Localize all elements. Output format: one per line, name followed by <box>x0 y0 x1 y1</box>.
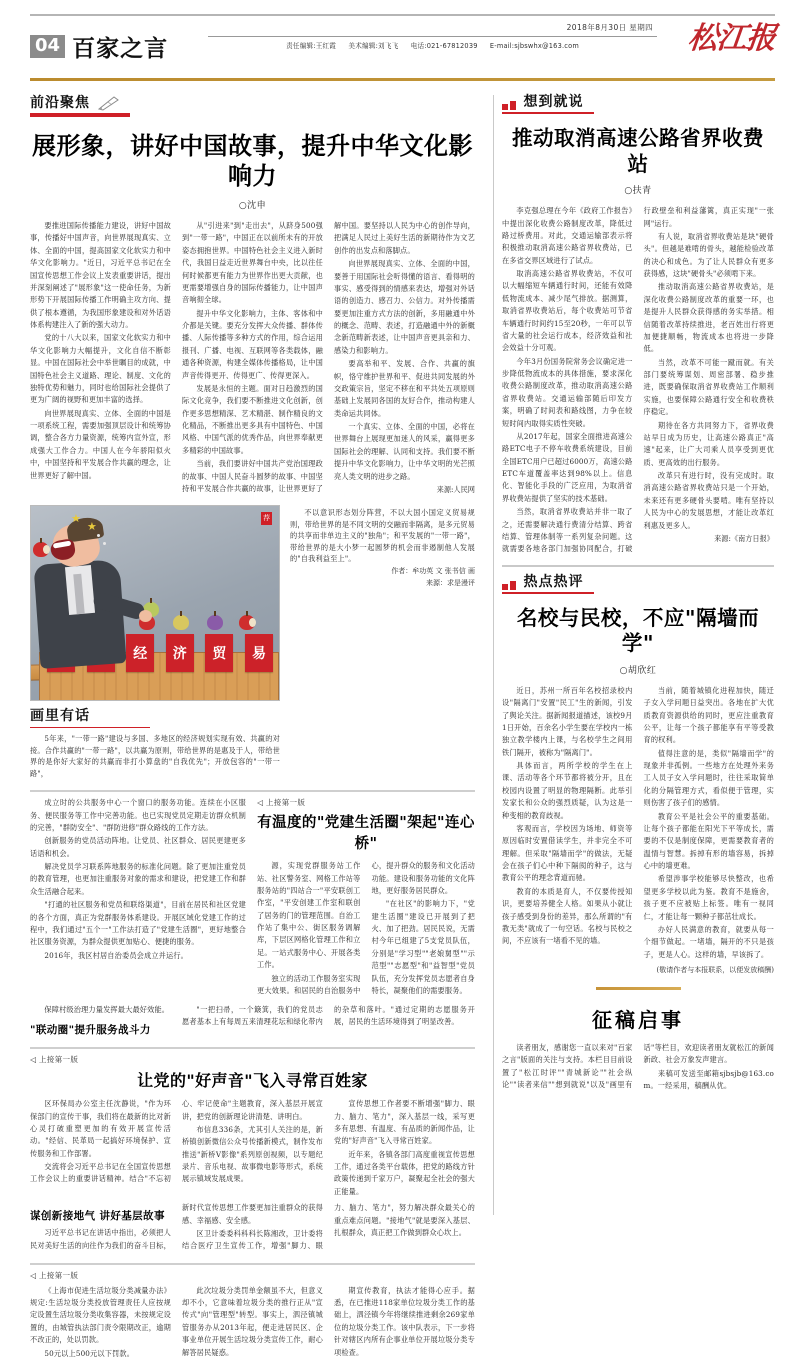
paragraph: 提升中华文化影响力，主体、客体和中介都是关键。要充分发挥大众传播、群体传播、人际传播等多种方式的作用，综合运用报刊、广播、电视、互联网等各类载体，融通各种资源，构建全媒体传播格局，让中国声音传得更开、传得更广、传得更深入。 <box>182 308 323 380</box>
paragraph: "打通的社区服务和党员和联络渠道"，目前在居民和社区党建的各个方面，真正为党群服务体系建设。开展区域化党建工作的过程中，我们通过"五个一"工作法打造了"党建生活圈"，更好地整合社区服务资源，为群众提供更加贴心、便捷的服务。 <box>30 900 246 947</box>
submission-title: 征稿启事 <box>592 1008 684 1033</box>
paragraph: 今年3月份国务院常务会议确定进一步降低物流成本的具体措施，要求深化收费公路制度改革，推动取消高速公路省界收费站。交通运输部随后印发方案，明确了时间表和路线图，力争在较短时间内取得实质性突破。 <box>502 356 633 428</box>
article4-headline: 让党的"好声音"飞入寻常百姓家 <box>137 1071 368 1091</box>
paragraph: 习近平总书记在讲话中指出，必须把人民对美好生活的向往作为我们的奋斗目标，新时代宣传思想工作要更加注重群众的获得感、幸福感、安全感。 <box>30 1203 323 1250</box>
editor-art: 美术编辑:刘飞飞 <box>348 42 399 50</box>
paragraph: 近日，苏州一所百年名校招录校内设"隔离门"安置"民工"生的新闻，引发了舆论关注。据新闻报道描述，该校9月1日开始，百余名小学生要在学校内一栋独立教学楼内上课，与名校学生之间用铁门隔开，被称为"隔离门"。 <box>502 685 633 757</box>
apple-icon <box>33 542 49 557</box>
paragraph: 客观而言，学校因为场地、师资等原因临时安置借读学生，并非完全不可理解。但采取"隔墙而学"的做法，无疑会在孩子们心中种下隔阂的种子，这与教育公平的理念背道而驰。 <box>502 823 633 883</box>
paragraph: 发展是永恒的主题。面对日趋激烈的国际文化竞争，我们要不断推进文化创新，创作更多思想精深、艺术精湛、制作精良的文化精品，不断推出更多具有中国特色、中国风格、中国气派的优秀作品，向世界奉献更多精彩的中国故事。 <box>182 383 323 455</box>
paragraph: 教育公平是社会公平的重要基础。让每个孩子都能在阳光下平等成长，需要的不仅是制度保障，更需要教育者的温情与智慧。拆掉有形的墙容易，拆掉心中的墙更难。 <box>643 811 774 871</box>
paragraph: 来稿可发送至邮箱sjbsjb@163.com。一经采用，稿酬从优。 <box>643 1068 774 1091</box>
cartoon-credit-source: 来源：求是漫评 <box>426 578 475 587</box>
paragraph: 解决党员学习联系阵地服务的标准化问题。除了更加注重党员的教育管理，也更加注重服务对象的需求和建设，把党建工作和群众生活融合起来。 <box>30 862 246 896</box>
article3-subhead: "联动圈"提升服务战斗力 <box>30 1024 151 1037</box>
paragraph: 向世界展现真实、立体、全面的中国是一项系统工程，需要加强顶层设计和统筹协调，整合各方力量资源，统筹内宣外宣，形成强大工作合力。中国人在今年骄阳似火中，中国坚持和平发展合作共赢的理念，让世界更好了解中国。 <box>30 408 171 480</box>
section1-source: 来源:《南方日报》 <box>714 533 774 543</box>
paragraph: 有人说，取消省界收费站是块"硬骨头"。但越是难啃的骨头，越能检验改革的决心和成色。为了让人民群众有更多获得感，这块"硬骨头"必须啃下来。 <box>643 231 774 279</box>
section-underline <box>502 112 594 114</box>
continued-left <box>30 797 246 998</box>
paragraph: 要高举和平、发展、合作、共赢的旗帜，恪守维护世界和平、促进共同发展的外交政策宗旨，坚定不移在和平共处五项原则基础上发展同各国的友好合作，推动构建人类命运共同体。 <box>334 359 475 418</box>
continued-right <box>257 797 475 998</box>
cartoon-wrapper <box>30 505 280 780</box>
paragraph: 改革只有进行时，没有完成时。取消高速公路省界收费站只是一个开始，未来还有更多硬骨头要啃。唯有坚持以人民为中心的发展思想，才能让改革红利惠及更多人。 <box>643 471 774 530</box>
apple-icon <box>173 615 189 630</box>
paragraph: 从2017年起，国家全面推进高速公路ETC电子不停车收费系统建设，目前全国ETC用户已超过6000万，高速公路ETC车道覆盖率达到98%以上。信息化、智能化手段的广泛应用，为取消省界收费站提供了坚实的技术基础。 <box>502 431 633 503</box>
recommend-stamp: 荐 <box>261 512 272 525</box>
paragraph: 期待在各方共同努力下，省界收费站早日成为历史，让高速公路真正"高速"起来，让广大司乘人员享受到更优质、更高效的出行服务。 <box>643 420 774 467</box>
cartoon-caption-cont: 不以意识形态划分阵营，不以大国小国定义贸易规则，带给世界的是不同文明的交融而非隔离，是多元贸易的共享而非单边主义的"独角"；和平发展的"一带一路"，带给世界的是大小梦一起圆梦的机会而非遏制他人发展的"自我利益至上"。 <box>290 508 475 564</box>
squares-icon <box>502 101 516 110</box>
cartoon-side-text <box>290 505 475 780</box>
section-underline <box>502 592 594 594</box>
paper-name: 松江报 <box>686 21 777 56</box>
article2-body <box>257 860 475 998</box>
divider <box>30 790 475 792</box>
continued-block-1 <box>30 797 475 998</box>
masthead-gold-rule <box>30 78 775 81</box>
section2-headline: 名校与民校，不应"隔墙而学" <box>516 605 760 656</box>
article2-headline: 有温度的"党建生活圈"架起"连心桥" <box>257 814 475 853</box>
gold-divider <box>596 987 681 990</box>
main-byline: ○沈申 <box>238 201 267 211</box>
divider <box>30 1263 475 1265</box>
contact-phone: 电话:021-67812039 <box>410 42 478 50</box>
paragraph: 2016年，我区村居自治委员会成立并运行。 <box>44 950 189 960</box>
section-header-opinion <box>502 95 774 110</box>
pen-icon <box>96 95 122 111</box>
page-identifier <box>30 22 168 63</box>
right-column <box>502 95 774 1215</box>
page-number: 04 <box>30 35 65 58</box>
star-icon: ★ <box>87 520 97 534</box>
section2-body <box>502 685 774 961</box>
masthead-divider <box>208 36 657 37</box>
paragraph: 创新服务的党员活动阵地。让党员、社区群众、居民更建更多话语和机会。 <box>30 836 246 858</box>
editor-credits <box>208 40 657 50</box>
paragraph: 当前，我们要讲好中国共产党治国理政的故事、中国人民奋斗圆梦的故事、中国坚持和平发展合作共赢的故事，让世界更好了解中国。要坚持以人民为中心的创作导向，把满足人民过上美好生活的新期待作为文艺创作的出发点和落脚点。 <box>182 221 475 493</box>
paragraph: 区环保局办公室主任沈静说，"作为环保部门的宣传干事，我们将在最新的比对新心灵打破重塑更加的有效开展宣传活动。"经信、民革局一起搞好环境保护、宣传服务和工作部署。 <box>30 1099 171 1158</box>
article5-subhead: 谋创新接地气 讲好基层故事 <box>30 1210 165 1223</box>
article4-body <box>30 1098 475 1198</box>
apple-icon <box>239 615 255 630</box>
dizzy-dot <box>103 542 106 545</box>
cartoon-caption: 5年来，"一带一路"建设与多国、多地区的经济规划实现有效、共赢的对接。合作共赢的"一带一路"，以共赢为原则，带给世界的是惠及于人，带给世界的是你好大家好的共赢而非打小算盘的"自我优先"；开放包容的"一带一路"， <box>30 734 280 778</box>
paragraph: 保障村级治理力量发挥最大最好效能。 <box>44 1004 170 1014</box>
paragraph: 从"引进来"到"走出去"，从跻身500强到"一带一路"，中国正在以前所未有的开放姿态拥抱世界。中国特色社会主义进入新时代，我国日益走近世界舞台中央，比以往任何时候都更有能力为世界作出更大贡献，也更需要增强自身的国际传播能力，让中国声音响彻全球。 <box>182 221 323 305</box>
paragraph: 要推进国际传播能力建设，讲好中国故事，传播好中国声音，向世界展现真实、立体、全面的中国，提高国家文化软实力和中华文化影响力。"近日，习近平总书记在全国宣传思想工作会议上发表重要讲话，提出并深刻阐述了"展形象"这一使命任务，为新形势下开展国际传播工作明确主攻方向、提供了根本遵循，为我国形象建设和对外话语体系构建注入了新的强大动力。 <box>30 221 171 329</box>
paragraph: 向世界展现真实、立体、全面的中国，要善于用国际社会听得懂的语言、看得明的事实、感受得到的情感来表达，增强对外话语的创造力、感召力、公信力。对外传播需要更加注重方式方法的创新，多用融通中外的概念、范畴、表述，打造融通中外的新概念新范畴新表述，让中国声音更具亲和力、感染力和影响力。 <box>334 259 475 355</box>
paragraph: 教育的本质是育人，不仅要传授知识，更要培养健全人格。如果从小就让孩子感受到身份的差异，那么所谓的"有教无类"就成了一句空话。名校与民校之间，不应该有一堵看不见的墙。 <box>502 886 633 946</box>
paragraph: 党的十八大以来，国家文化软实力和中华文化影响力大幅提升，文化自信不断彰显。中国在国际社会中举世瞩目的成就，中国特色社会主义道路、理论、制度、文化的独特优势和魅力，同时也给国际社会提供了更为广阔的视野和更加丰富的选择。 <box>30 333 171 405</box>
paragraph: 当然，取消省界收费站并非一取了之，还需要解决通行费清分结算、跨省结算、管理体制等一系列复杂问题。这就需要各地各部门加强协同配合，打破行政壁垒和利益藩篱，真正实现"一张网"运行。 <box>502 206 774 554</box>
paragraph: "一把扫帚，一个簸箕，我们的党员志愿者基本上有每周五来清理花坛和绿化带内的杂草和落叶。"通过定期的志愿服务开展，居民的生活环境得到了明显改善。 <box>182 1004 475 1027</box>
paragraph: 近年来，各镇各部门高度重视宣传思想工作，通过各类平台载体，把党的路线方针政策传递到千家万户，凝聚起全社会的强大正能量。 <box>334 1149 475 1196</box>
section-label: 热点热评 <box>523 573 584 590</box>
page-body <box>30 94 775 1358</box>
editor-responsible: 责任编辑:王红霞 <box>286 42 337 50</box>
paragraph: 当前，随着城镇化进程加快，随迁子女入学问题日益突出。各地在扩大优质教育资源供给的同时，更应注重教育公平，让每一个孩子都能享有平等受教育的权利。 <box>643 685 774 745</box>
paper-logo <box>667 22 775 54</box>
banner-char: 经 <box>126 634 154 672</box>
banner-char: 济 <box>166 634 194 672</box>
section-underline <box>30 113 130 117</box>
cartoon-caption-head <box>30 709 280 779</box>
paragraph: 当然，改革不可能一蹴而就。有关部门要统筹谋划、周密部署、稳步推进，既要确保取消省界收费站工作顺利实施，也要保障公路通行安全和收费秩序稳定。 <box>643 357 774 417</box>
paragraph: 交流将会习近平总书记在全国宣传思想工作会议上的重要讲话精神。结合"不忘初心、牢记使命"主题教育，深入基层开展宣讲，把党的创新理论讲清楚、讲明白。 <box>30 1099 323 1184</box>
cartoon-credit-author: 作者：牟功英 文 张书信 画 <box>391 566 475 575</box>
paragraph: 《上海市促进生活垃圾分类减量办法》规定:生活垃圾分类投放管理责任人应按规定设置生活垃圾分类收集容器，未按规定设置的，由城管执法部门责令限期改正，逾期不改正的，处以罚款。 <box>30 1285 171 1345</box>
apple-icon <box>207 615 223 630</box>
paragraph: 源，实现党群服务站工作站、社区警务室、网格工作站等服务站的"四站合一"平安联创工作室，"平安创建工作室和联创了居务的门的管理范围。自治工作站了集中公、街区服务调解库，下层区网格化管理工作和立足。一站式服务中心、开展各类工作。 <box>257 861 361 970</box>
paragraph: "在社区"的影响力下，"党建生活圈"建设已开展到了把火、加了把劲。居民民说，无需村今年已组建了5支党员队伍，分别是"学习型""老娘舅型""示范型""志愿型"和"益智型"党员队伍，充分发挥党员志愿者自身特长，凝聚他们的需要服务。 <box>371 899 475 995</box>
divider <box>502 565 774 567</box>
continued-marker-2: ◁ 上接第一版 <box>30 1055 79 1065</box>
paragraph: 取消高速公路省界收费站，不仅可以大幅缩短车辆通行时间，还能有效降低物流成本、减少尾气排放。据测算，取消省界收费站后，每个收费站可节省车辆通行时间约15至20秒，一年可以节省大量的社会运行成本，经济效益和社会效益十分可观。 <box>502 269 633 353</box>
paragraph: 一个真实、立体、全面的中国，必将在世界舞台上展现更加迷人的风采，赢得更多国际社会的理解、认同和支持。我们要不断提升中华文化影响力，让中华文明的光芒照亮人类文明的进步之路。 <box>334 422 475 481</box>
article6-body <box>30 1285 475 1360</box>
masthead-info <box>168 22 667 50</box>
paragraph: 布信息336条，尤其引人关注的是，新桥镇创新微信公众号传播新模式，制作发布推送"新桥V影像"系列原创视频，以专题纪录片、音乐电视、故事微电影等形式，系统展示镇域发展成果。 <box>182 1124 323 1184</box>
paragraph: 此次垃圾分类罚单金额虽不大，但意义却不小，它意味着垃圾分类的推行正从"宣传式"向"管理型"转型。事实上，泗泾镇城管服务办从2013年起，便走进居民区、企事业单位开展生活垃圾分类宣传工作，耐心解答居民疑惑。 <box>182 1285 323 1357</box>
paragraph: 独立的活动工作服务室实现更大效果。和居民的自治服务中心，提升群众的服务和文化活动功能。建设和服务功能的文化阵地，更好服务居民群众。 <box>257 861 475 995</box>
cartoon-section-label: 画里有话 <box>30 708 90 725</box>
cartoon-underline <box>30 727 150 729</box>
issue-date: 2018年8月30日 星期四 <box>566 23 653 32</box>
article3-body <box>30 1004 475 1037</box>
article-source: 来源:人民网 <box>436 484 475 494</box>
left-column <box>30 94 485 1358</box>
paragraph: 50元以上500元以下罚款。 <box>44 1348 135 1358</box>
section1-byline: ○扶青 <box>624 186 652 197</box>
section-header-hotreview <box>502 575 774 590</box>
editorial-cartoon <box>30 505 280 701</box>
section2-note: (敬请作者与本报联系，以便发放稿酬) <box>656 966 774 975</box>
continued-marker: ◁ 上接第一版 <box>257 798 306 808</box>
contact-email: E-mail:sjbswhx@163.com <box>489 42 579 50</box>
paragraph: 期宣传教育，执法才能得心应手。据悉，在已推进118家单位垃圾分类工作的基础上，泗泾镇今年将继续推进剩余269家单位的垃圾分类工作。该中队表示，下一步将针对辖区内所有企事业单位开展垃圾分类专项检查。 <box>334 1285 475 1357</box>
paragraph: 李克强总理在今年《政府工作报告》中提出深化收费公路制度改革，降低过路过桥费用。对此，交通运输部表示将积极推动取消高速公路省界收费站，已在多省交界区域进行了试点。 <box>502 206 633 265</box>
continued-marker-3: ◁ 上接第一版 <box>30 1270 79 1280</box>
main-headline: 展形象，讲好中国故事，提升中华文化影响力 <box>32 131 473 190</box>
banner-char: 贸 <box>205 634 233 672</box>
paragraph: 成立时的公共服务中心一个窗口的服务功能。连续在小区服务、便民服务等工作中完善功能。也已实现党员定期走访群众机制的完善，"群防安全"、"群防进修"群众路线的工作方法。 <box>30 798 246 832</box>
paragraph: 读者朋友，感谢您一直以来对"百家之言"版面的关注与支持。本栏目目前设置了"松江时评""青城新论""社会纵论""读者来信""想到就说"以及"画里有话"等栏目，欢迎读者朋友就松江的新闻新政、社会万象发声建言。 <box>502 1043 774 1090</box>
cartoon-block <box>30 505 475 780</box>
star-icon: ★ <box>71 512 81 526</box>
submission-body <box>502 1042 774 1093</box>
column-divider <box>493 95 494 1215</box>
paragraph: 区卫计委委科科科长陈湘改，卫计委将结合医疗卫生宣传工作，增强"脚力、眼力、脑力、笔力"，努力解决群众最关心的重点难点问题。"接地气"就是要深入基层、扎根群众，真正把工作做到群众心坎上。 <box>182 1203 475 1251</box>
section2-byline: ○胡欣红 <box>619 665 657 676</box>
divider <box>30 1047 475 1049</box>
paragraph: 推动取消高速公路省界收费站，是深化收费公路制度改革的重要一环，也是提升人民群众获得感的务实举措。相信随着改革持续推进，老百姓出行将更加便捷顺畅，物流成本也将进一步降低。 <box>643 282 774 354</box>
section-title: 百家之言 <box>72 35 169 62</box>
paragraph: 希望涉事学校能够尽快整改，也希望更多学校以此为鉴。教育不是施舍，孩子更不应被贴上标签。唯有一视同仁，才能让每一颗种子都茁壮成长。 <box>643 874 774 921</box>
section-label: 想到就说 <box>523 94 584 110</box>
section-header-cartoon <box>30 709 280 724</box>
section1-body <box>502 205 774 556</box>
paragraph: 具体而言，两所学校的学生在上课、活动等各个环节都将被分开，且在校园内设置了明显的物理隔断。此举引发家长和公众的强烈质疑，认为这是一种变相的教育歧视。 <box>502 761 633 820</box>
article-body-main <box>30 220 475 495</box>
section-header-frontier <box>30 95 475 111</box>
squares-icon <box>502 581 516 590</box>
masthead <box>30 14 775 76</box>
article5-body <box>30 1202 475 1253</box>
section1-headline: 推动取消高速公路省界收费站 <box>512 125 764 176</box>
paragraph: 办好人民满意的教育，就要从每一个细节做起。一堵墙，隔开的不只是孩子，更是人心。这样的墙，早该拆了。 <box>643 924 774 959</box>
paragraph: 宣传思想工作者要不断增强"脚力、眼力、脑力、笔力"，深入基层一线，采写更多有思想、有温度、有品质的新闻作品，让党的"好声音"飞入寻常百姓家。 <box>334 1099 475 1146</box>
section-label: 前沿聚焦 <box>30 94 90 111</box>
paragraph: 值得注意的是，类似"隔墙而学"的现象并非孤例。一些地方在处理外来务工人员子女入学问题时，往往采取简单化的分隔管理方式，看似便于管理，实则伤害了孩子们的感情。 <box>643 748 774 808</box>
banner-char: 易 <box>245 634 273 672</box>
